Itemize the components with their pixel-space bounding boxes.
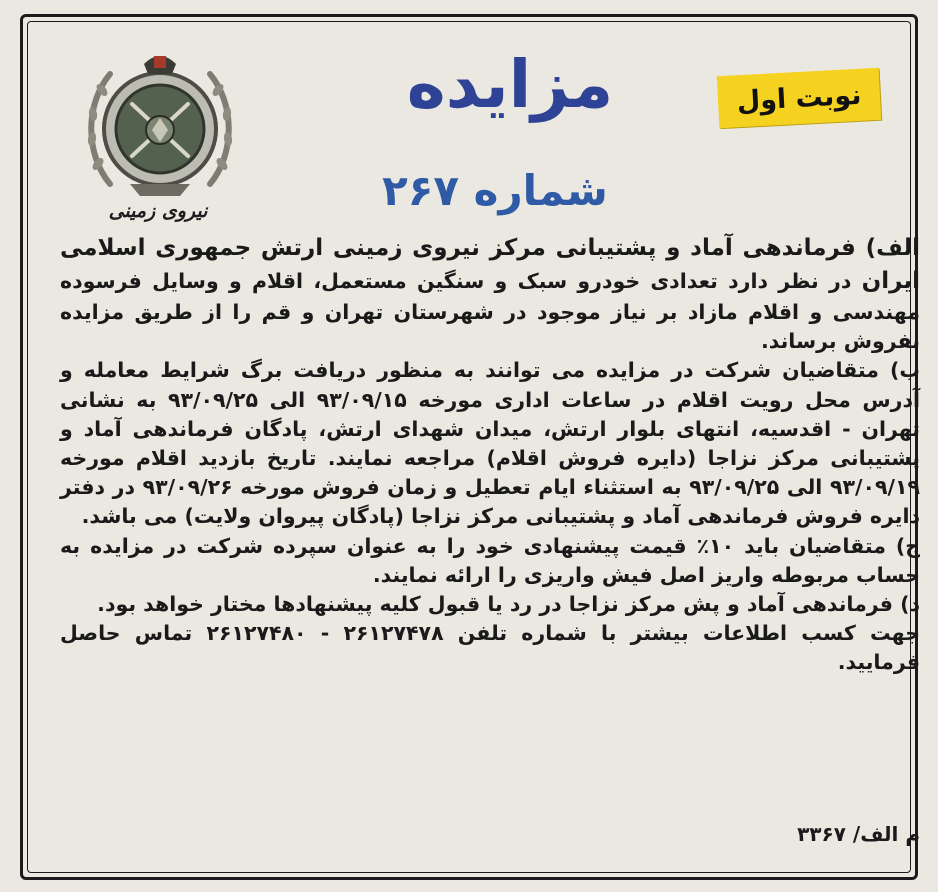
reference-number: م الف/ ۳۳۶۷ xyxy=(797,822,920,846)
lead-text: الف) فرماندهی آماد و پشتیبانی مرکز نیروی زمینی ارتش جمهوری اسلامی ایران xyxy=(60,235,920,294)
notice-number: شماره ۲۶۷ xyxy=(382,166,608,215)
paragraph-d: د) فرماندهی آماد و پش مرکز نزاجا در رد یا قبول کلیه پیشنهادها مختار خواهد بود. xyxy=(97,592,920,617)
contact-paragraph: جهت کسب اطلاعات بیشتر با شماره تلفن ۲۶۱۲۷۴۷۸ - ۲۶۱۲۷۴۸۰ تماس حاصل فرمایید. xyxy=(60,621,920,675)
notice-body xyxy=(60,232,920,678)
paragraph-c: ج) متقاضیان باید ۱۰٪ قیمت پیشنهادی خود را به عنوان سپرده شرکت در مزایده به حساب مربوطه واریز اصل فیش واریزی را ارائه نمایند. xyxy=(60,533,920,587)
army-emblem-icon xyxy=(80,34,240,224)
paragraph-a-text: در نظر دارد تعدادی خودرو سبک و سنگین مستعمل، اقلام و وسایل فرسوده مهندسی و اقلام مازاد بر نیاز موجود در شهرستان تهران و قم را از طریق مزایده بفروش برساند. xyxy=(60,269,920,354)
paragraph-a xyxy=(60,232,920,356)
paragraph-b: ب) متقاضیان شرکت در مزایده می توانند به منظور دریافت برگ شرایط معامله و آدرس محل رویت اقلام در ساعات اداری مورخه ۹۳/۰۹/۱۵ الی ۹۳/۰۹/۲۵ به نشانی تهران - اقدسیه، انتهای بلوار ارتش، میدان شهدای ارتش، پادگان فرماندهی آماد و پشتیبانی مرکز نزاجا (دایره فروش اقلام) مراجعه نمایند. تاریخ بازدید اقلام مورخه ۹۳/۰۹/۱۹ الی ۹۳/۰۹/۲۵ به استثناء ایام تعطیل و زمان فروش مورخه ۹۳/۰۹/۲۶ در دفتر دایره فروش فرماندهی آماد و پشتیبانی مرکز نزاجا (پادگان پیروان ولایت) می باشد. xyxy=(60,358,920,529)
badge-label: نوبت اول xyxy=(735,79,863,117)
emblem-caption: نیروی زمینی xyxy=(108,200,208,222)
first-notice-badge xyxy=(717,68,881,128)
page-title: مزایده xyxy=(406,46,614,123)
